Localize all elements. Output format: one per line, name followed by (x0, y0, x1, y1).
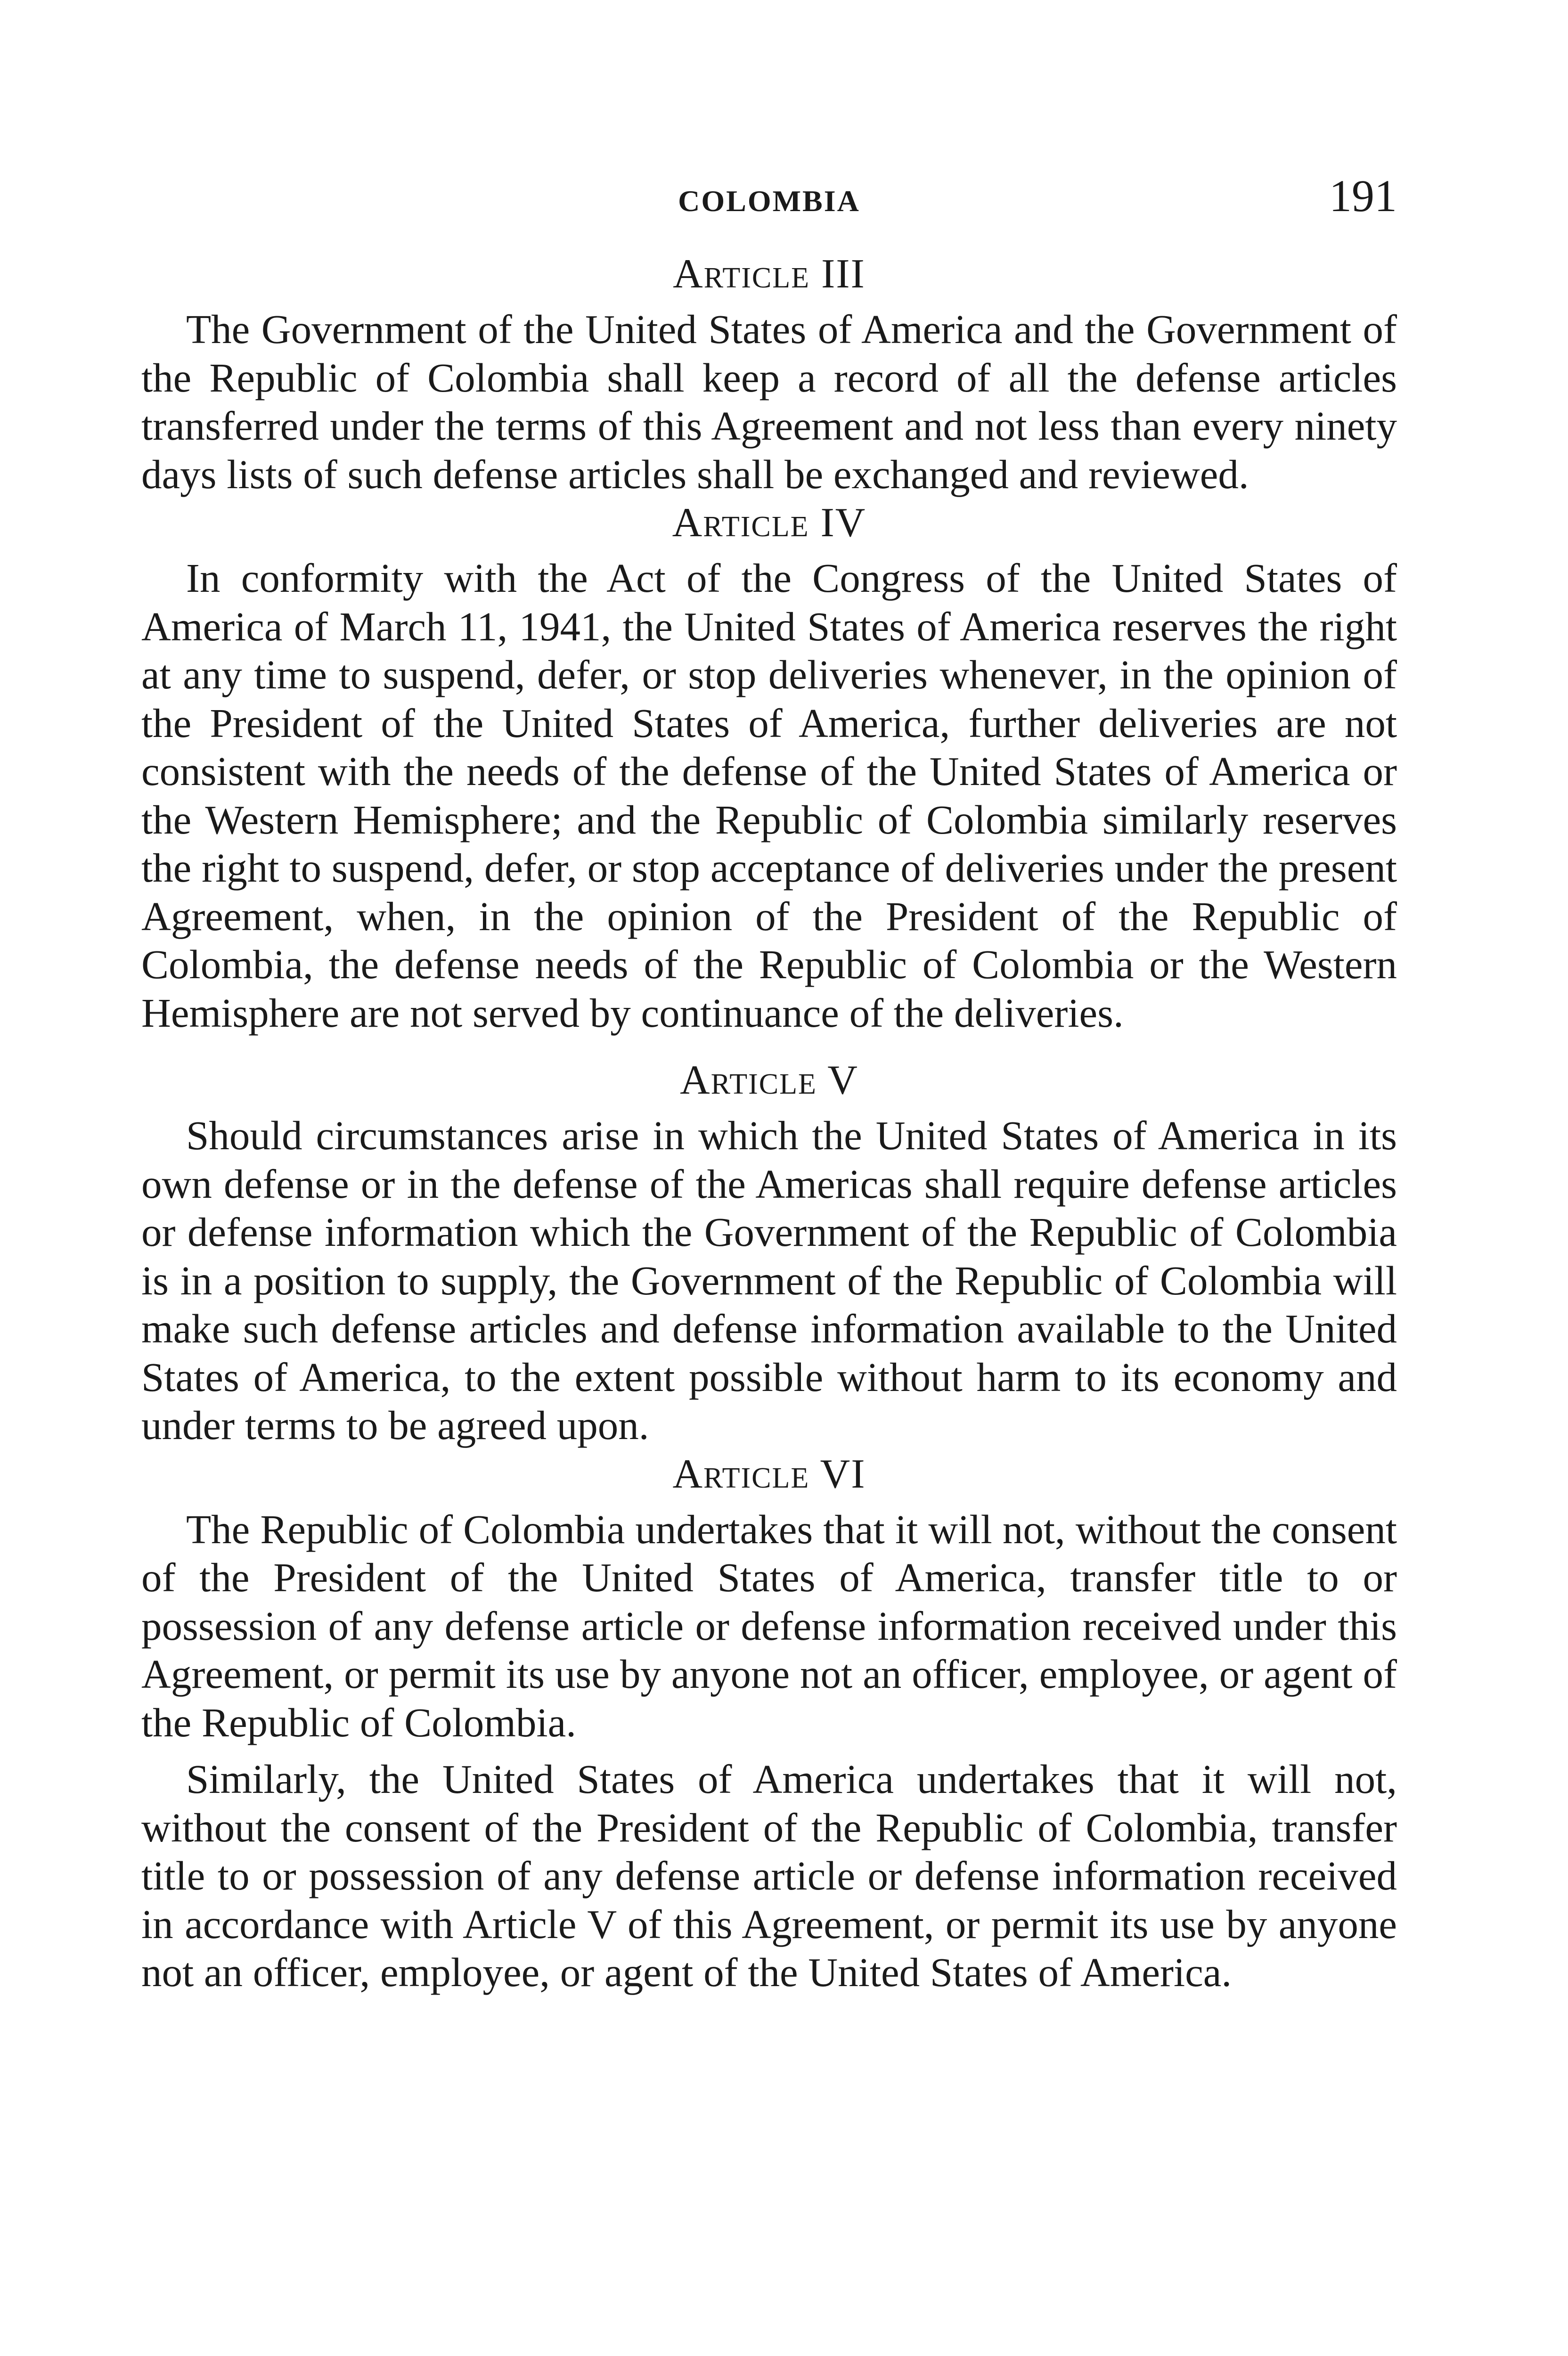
article-heading: Article IV (672, 500, 866, 546)
article-iii (141, 250, 1397, 499)
article-paragraph: In conformity with the Act of the Congress of the United States of America of March 11, 1941, the United States of America reserves the right at any time to suspend, defer, or stop deliveries whenever, in the opinion of the President of the United States of America, further deliveries are not consistent with the needs of the defense of the United States of America or the Western Hemisphere; and the Republic of Colombia similarly reserves the right to suspend, defer, or stop acceptance of deliveries under the present Agreement, when, in the opinion of the President of the Republic of Colombia, the defense needs of the Republic of Colombia or the Western Hemisphere are not served by continuance of the deliveries. (141, 555, 1397, 1036)
article-iv (141, 499, 1397, 1037)
article-paragraph: The Government of the United States of America and the Government of the Republic of Colombia shall keep a record of all the defense articles transferred under the terms of this Agreement and not less than every ninety days lists of such defense articles shall be exchanged and reviewed. (141, 306, 1397, 497)
article-paragraph: Should circumstances arise in which the United States of America in its own defense or in the defense of the Americas shall require defense articles or defense information which the Government of the Republic of Colombia is in a position to supply, the Government of the Republic of Colombia will make such defense articles and defense information available to the United States of America, to the extent possible without harm to its economy and under terms to be agreed upon. (141, 1113, 1397, 1448)
page-header (141, 170, 1397, 226)
article-heading: Article VI (672, 1451, 866, 1497)
article-paragraph: The Republic of Colombia undertakes that it will not, without the consent of the President of the United States of America, transfer title to or possession of any defense article or defense information received under this Agreement, or permit its use by anyone not an officer, employee, or agent of the Republic of Colombia. (141, 1506, 1397, 1745)
article-heading: Article III (673, 251, 866, 297)
article-heading: Article V (680, 1057, 858, 1103)
document-body (141, 250, 1397, 1997)
article-v (141, 1056, 1397, 1450)
article-paragraph: Similarly, the United States of America undertakes that it will not, without the consent of the President of the Republic of Colombia, transfer title to or possession of any defense article or defense information received in accordance with Article V of this Agreement, or permit its use by anyone not an officer, employee, or agent of the United States of America. (141, 1756, 1397, 1995)
article-vi (141, 1450, 1397, 1997)
running-head: COLOMBIA (678, 184, 860, 218)
page-number: 191 (1329, 171, 1397, 221)
